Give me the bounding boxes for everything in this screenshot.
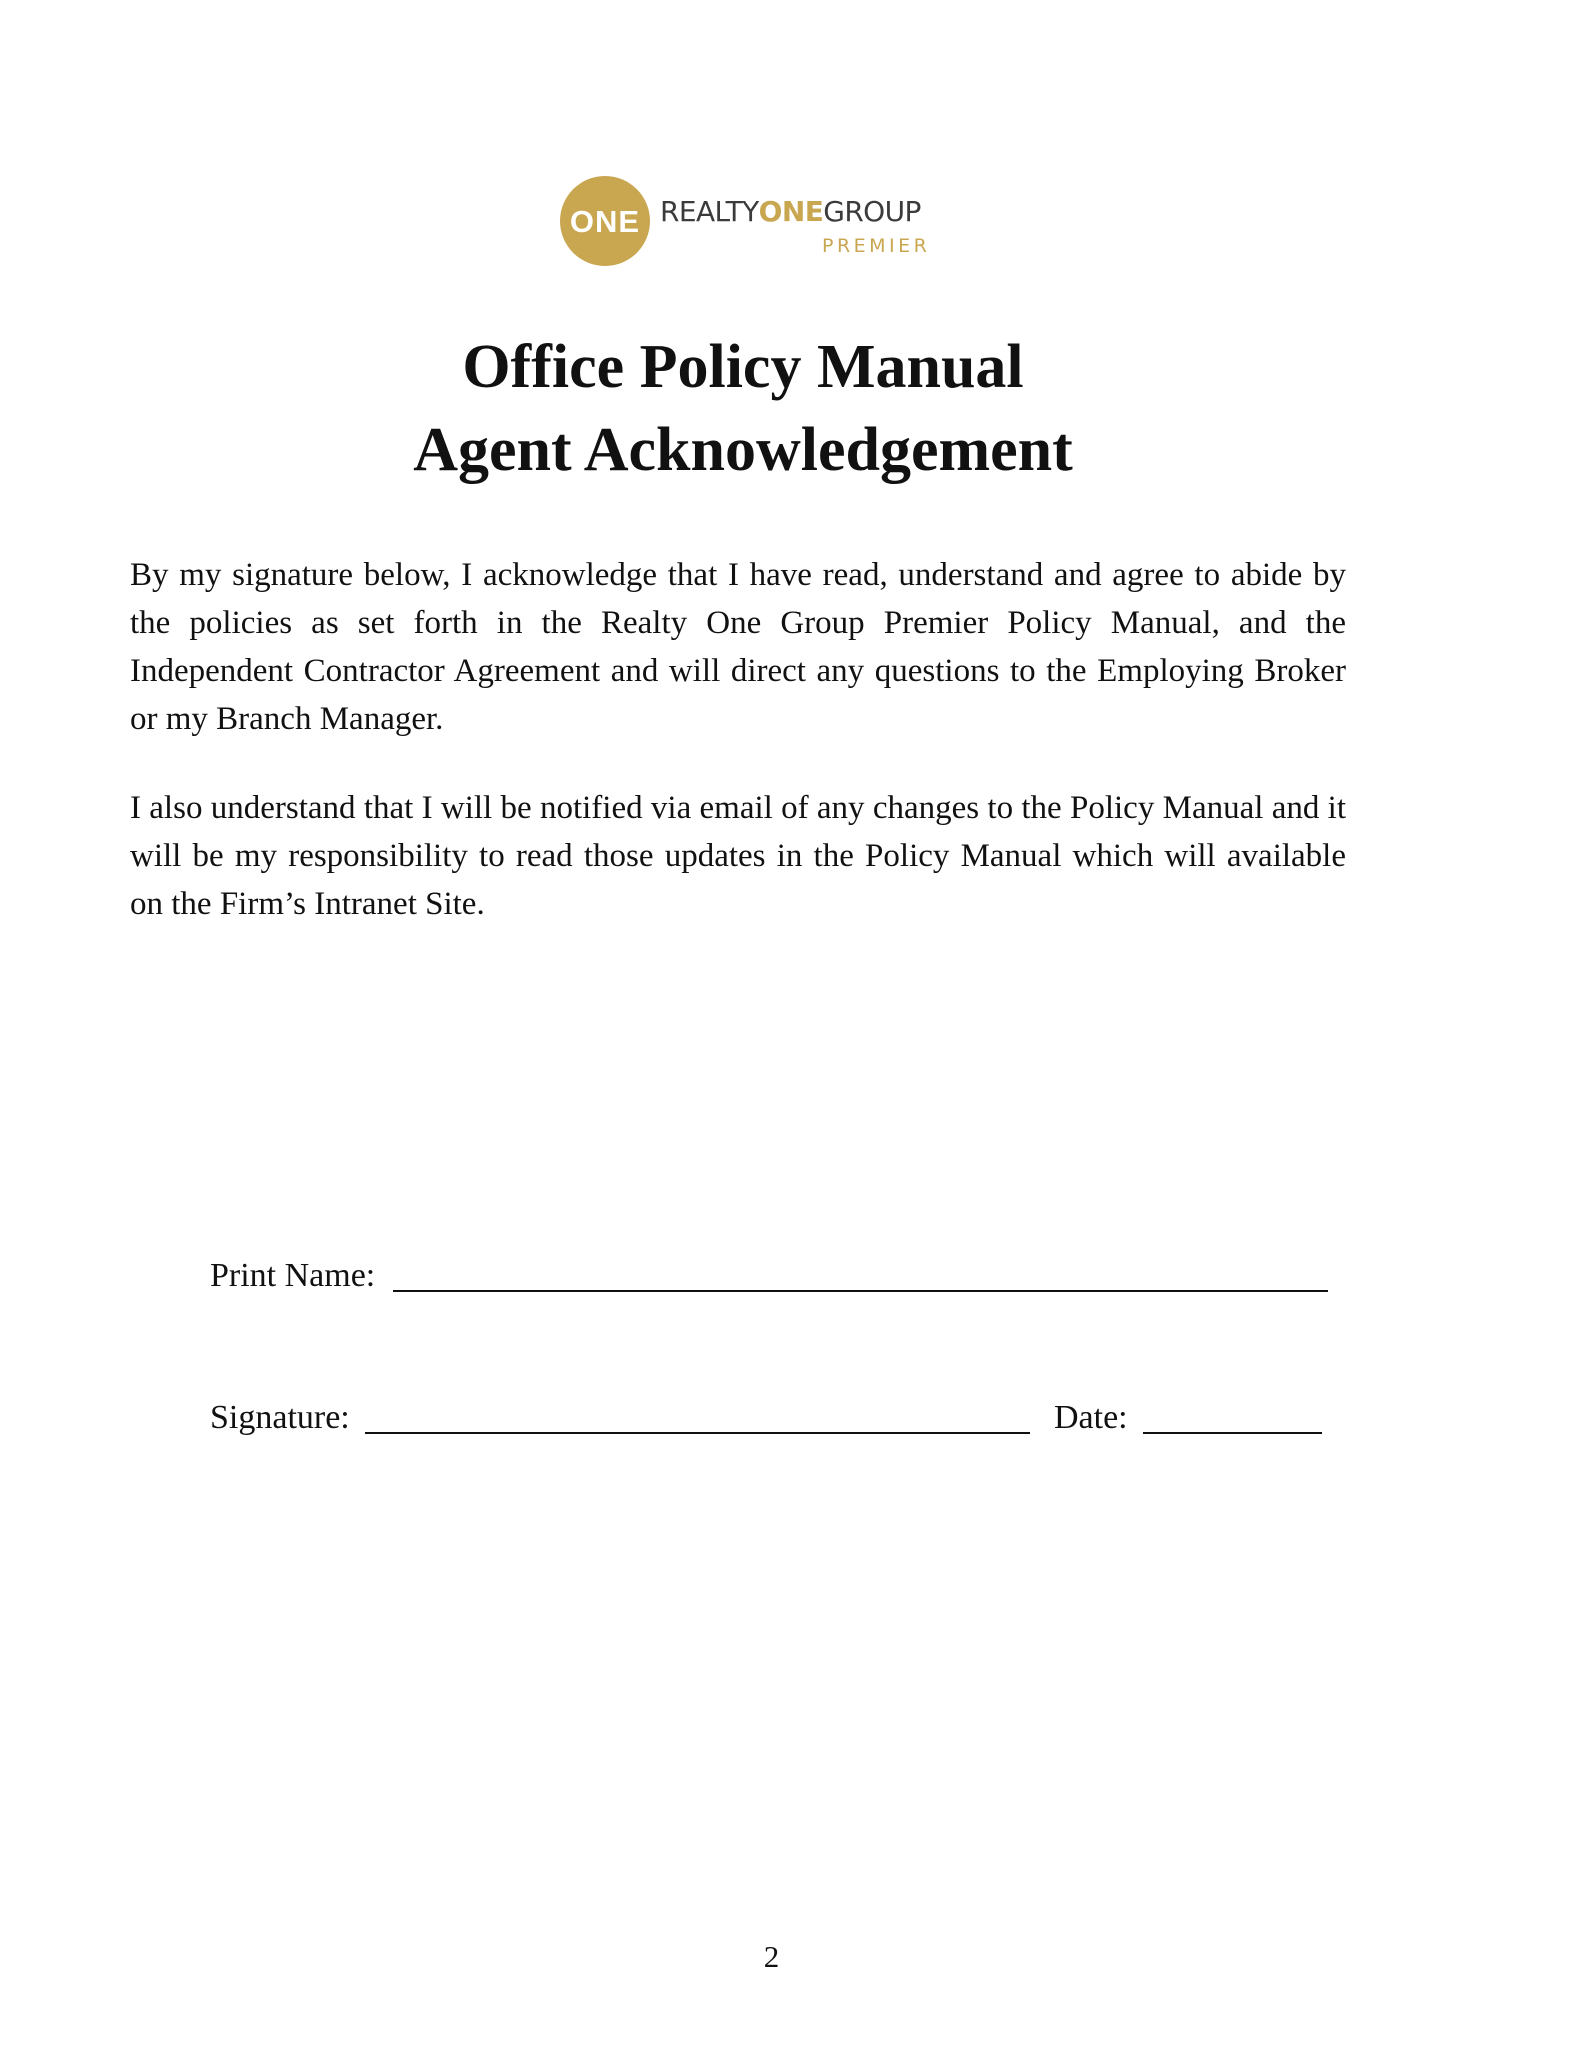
notification-paragraph: I also understand that I will be notified via email of any changes to the Policy Manual and it will be my responsibility to read those updates in the Policy Manual which will available on the Firm’s Intranet Site. [130,790,1346,922]
logo-word-one: ONE [758,195,824,228]
document-title: Office Policy Manual [462,333,1024,401]
logo-wordmark [660,195,921,228]
date-line[interactable] [1143,1432,1322,1434]
print-name-field [210,1256,375,1296]
logo-badge [560,176,650,266]
signature-field [210,1398,350,1438]
logo-word-group: GROUP [823,195,921,228]
logo-badge-text: ONE [569,203,641,239]
document-subtitle: Agent Acknowledgement [413,416,1073,484]
logo-subtitle: PREMIER [822,235,931,257]
logo-word-realty: REALTY [660,195,759,228]
date-field [1054,1398,1128,1438]
signature-label: Signature: [210,1399,350,1436]
date-label: Date: [1054,1399,1128,1436]
signature-line[interactable] [365,1432,1030,1434]
print-name-label: Print Name: [210,1257,376,1294]
page-number: 2 [763,1939,780,1974]
realty-one-group-logo [560,176,960,268]
acknowledgement-paragraph: By my signature below, I acknowledge that I have read, understand and agree to abide by the policies as set forth in the Realty One Group Premier Policy Manual, and the Independent Contractor Agreement and will direct any questions to the Employing Broker or my Branch Manager. [130,557,1346,737]
print-name-line[interactable] [393,1290,1328,1292]
